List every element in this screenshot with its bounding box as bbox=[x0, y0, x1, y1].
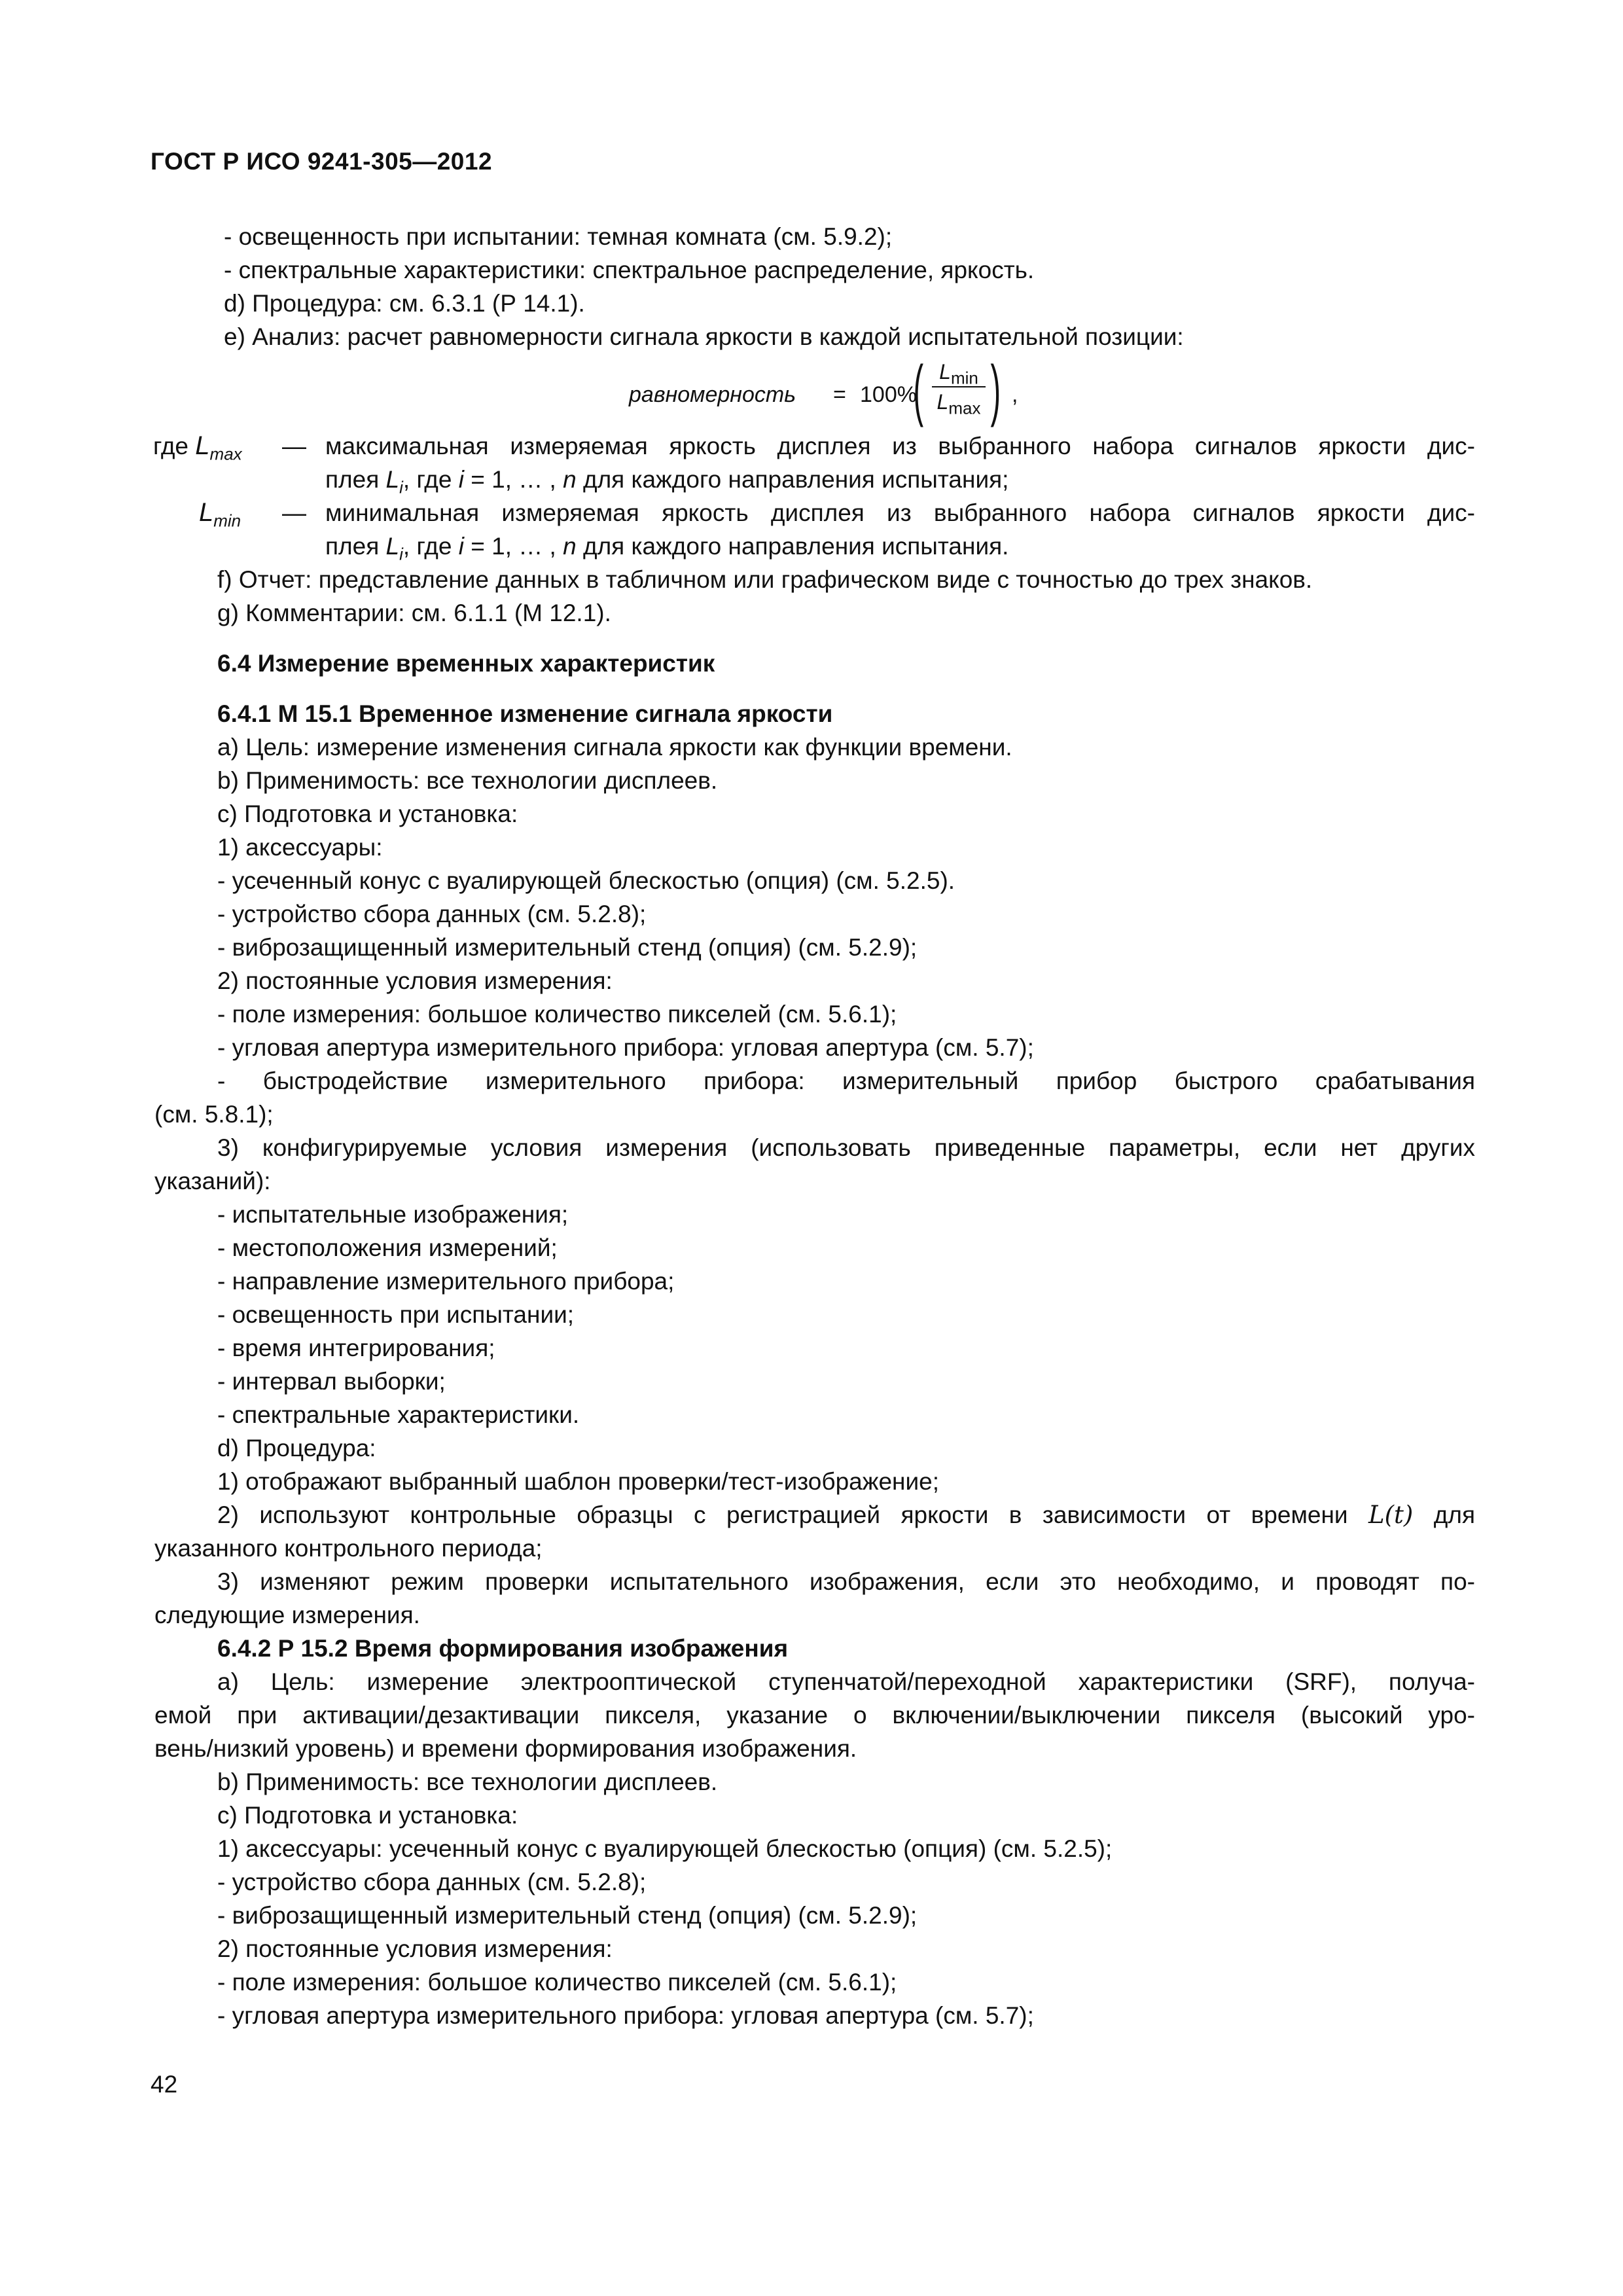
text-line: e) Анализ: расчет равномерности сигнала яркости в каждой испытательной позиции: bbox=[224, 323, 1184, 350]
text-line: - интервал выборки; bbox=[217, 1368, 446, 1395]
text-line: - освещенность при испытании; bbox=[217, 1301, 575, 1328]
text-line: - угловая апертура измерительного прибора: угловая апертура (см. 5.7); bbox=[217, 2002, 1034, 2029]
formula-factor: 100% bbox=[860, 382, 917, 407]
luminance-time-symbol: L(t) bbox=[1368, 1501, 1414, 1529]
document-body bbox=[154, 220, 1475, 2032]
formula-comma: , bbox=[1012, 382, 1018, 407]
section-heading-6-4: 6.4 Измерение временных характеристик bbox=[217, 650, 715, 677]
formula-label: равномерность bbox=[629, 382, 796, 407]
formula-left-paren: ( bbox=[913, 352, 924, 428]
text-line: 3) изменяют режим проверки испытательного изображения, если это необходимо, и проводят по- bbox=[217, 1568, 1475, 1595]
formula-right-paren: ) bbox=[990, 352, 1001, 428]
document-header: ГОСТ Р ИСО 9241-305—2012 bbox=[151, 148, 493, 175]
uniformity-formula bbox=[154, 353, 1475, 429]
text-line: а) Цель: измерение электрооптической ступенчатой/переходной характеристики (SRF), получа- bbox=[217, 1668, 1475, 1695]
text-line: 3) конфигурируемые условия измерения (использовать приведенные параметры, если нет других bbox=[217, 1134, 1475, 1161]
definition-text: максимальная измеряемая яркость дисплея из выбранного набора сигналов яркости дис- плея $L_i$, где i = 1, … , n для каждого направления испытания; bbox=[325, 433, 1475, 497]
text-line: (см. 5.8.1); bbox=[154, 1101, 274, 1128]
text-line: 1) аксессуары: усеченный конус с вуалирующей блескостью (опция) (см. 5.2.5); bbox=[217, 1835, 1113, 1862]
page-number: 42 bbox=[151, 2071, 178, 2098]
definition-term: $L_{min}$ bbox=[199, 498, 241, 531]
text-line: 1) аксессуары: bbox=[217, 834, 383, 861]
text-line: - быстродействие измерительного прибора: измерительный прибор быстрого срабатывания bbox=[217, 1067, 1475, 1094]
formula-numerator: $L_{min}$ bbox=[939, 360, 978, 388]
text-line: f) Отчет: представление данных в табличном или графическом виде с точностью до трех знаков. bbox=[217, 566, 1313, 593]
text-line: - спектральные характеристики: спектральное распределение, яркость. bbox=[224, 257, 1035, 283]
section-heading-6-4-1: 6.4.1 М 15.1 Временное изменение сигнала яркости bbox=[217, 700, 833, 727]
definition-text: минимальная измеряемая яркость дисплея из выбранного набора сигналов яркости дис- плея $L_i$, где i = 1, … , n для каждого направления испытания. bbox=[325, 499, 1475, 564]
text-line-with-formula: 2) используют контрольные образцы с регистрацией яркости в зависимости от времени L(t) для bbox=[217, 1501, 1476, 1529]
definition-lmin bbox=[153, 496, 1475, 563]
text-line: d) Процедура: см. 6.3.1 (Р 14.1). bbox=[224, 290, 585, 317]
section-heading-6-4-2: 6.4.2 Р 15.2 Время формирования изображения bbox=[217, 1635, 789, 1662]
text-line: - освещенность при испытании: темная комната (см. 5.9.2); bbox=[224, 223, 893, 250]
text-line: - виброзащищенный измерительный стенд (опция) (см. 5.2.9); bbox=[217, 934, 918, 961]
text-line: 1) отображают выбранный шаблон проверки/тест-изображение; bbox=[217, 1468, 940, 1495]
text-line: указаний): bbox=[154, 1168, 271, 1194]
text-line: - виброзащищенный измерительный стенд (опция) (см. 5.2.9); bbox=[217, 1902, 918, 1929]
formula-denominator: $L_{max}$ bbox=[936, 390, 981, 418]
definition-dash: — bbox=[282, 499, 306, 526]
text-line: указанного контрольного периода; bbox=[154, 1535, 543, 1562]
text-line: - время интегрирования; bbox=[217, 1335, 495, 1361]
text-line: 2) постоянные условия измерения: bbox=[217, 967, 613, 994]
text-line: - усеченный конус с вуалирующей блескостью (опция) (см. 5.2.5). bbox=[217, 867, 955, 894]
text-line: c) Подготовка и установка: bbox=[217, 1802, 518, 1829]
text-line: - угловая апертура измерительного прибора: угловая апертура (см. 5.7); bbox=[217, 1034, 1034, 1061]
text-line: - испытательные изображения; bbox=[217, 1201, 569, 1228]
definition-dash: — bbox=[282, 433, 306, 459]
text-line: - устройство сбора данных (см. 5.2.8); bbox=[217, 901, 647, 927]
text-line: - местоположения измерений; bbox=[217, 1234, 558, 1261]
text-line: c) Подготовка и установка: bbox=[217, 800, 518, 827]
text-line: b) Применимость: все технологии дисплеев. bbox=[217, 1768, 718, 1795]
text-line: а) Цель: измерение изменения сигнала яркости как функции времени. bbox=[217, 734, 1012, 761]
formula-equals: = bbox=[833, 382, 846, 407]
text-line: вень/низкий уровень) и времени формирования изображения. bbox=[154, 1735, 857, 1762]
text-line: - поле измерения: большое количество пикселей (см. 5.6.1); bbox=[217, 1001, 897, 1028]
text-line: b) Применимость: все технологии дисплеев. bbox=[217, 767, 718, 794]
text-line: - устройство сбора данных (см. 5.2.8); bbox=[217, 1869, 647, 1895]
definition-term: где $L_{max}$ bbox=[153, 431, 242, 464]
text-line: g) Комментарии: см. 6.1.1 (М 12.1). bbox=[217, 600, 611, 626]
text-line: следующие измерения. bbox=[154, 1602, 420, 1628]
definition-lmax bbox=[153, 429, 1475, 496]
text-line: d) Процедура: bbox=[217, 1435, 376, 1462]
text-line: емой при активации/дезактивации пикселя, указание о включении/выключении пикселя (высокий уро- bbox=[154, 1702, 1475, 1729]
text-line: - спектральные характеристики. bbox=[217, 1401, 580, 1428]
text-line: - направление измерительного прибора; bbox=[217, 1268, 675, 1295]
text-line: 2) постоянные условия измерения: bbox=[217, 1935, 613, 1962]
formula-fraction bbox=[931, 357, 987, 416]
text-line: - поле измерения: большое количество пикселей (см. 5.6.1); bbox=[217, 1969, 897, 1996]
